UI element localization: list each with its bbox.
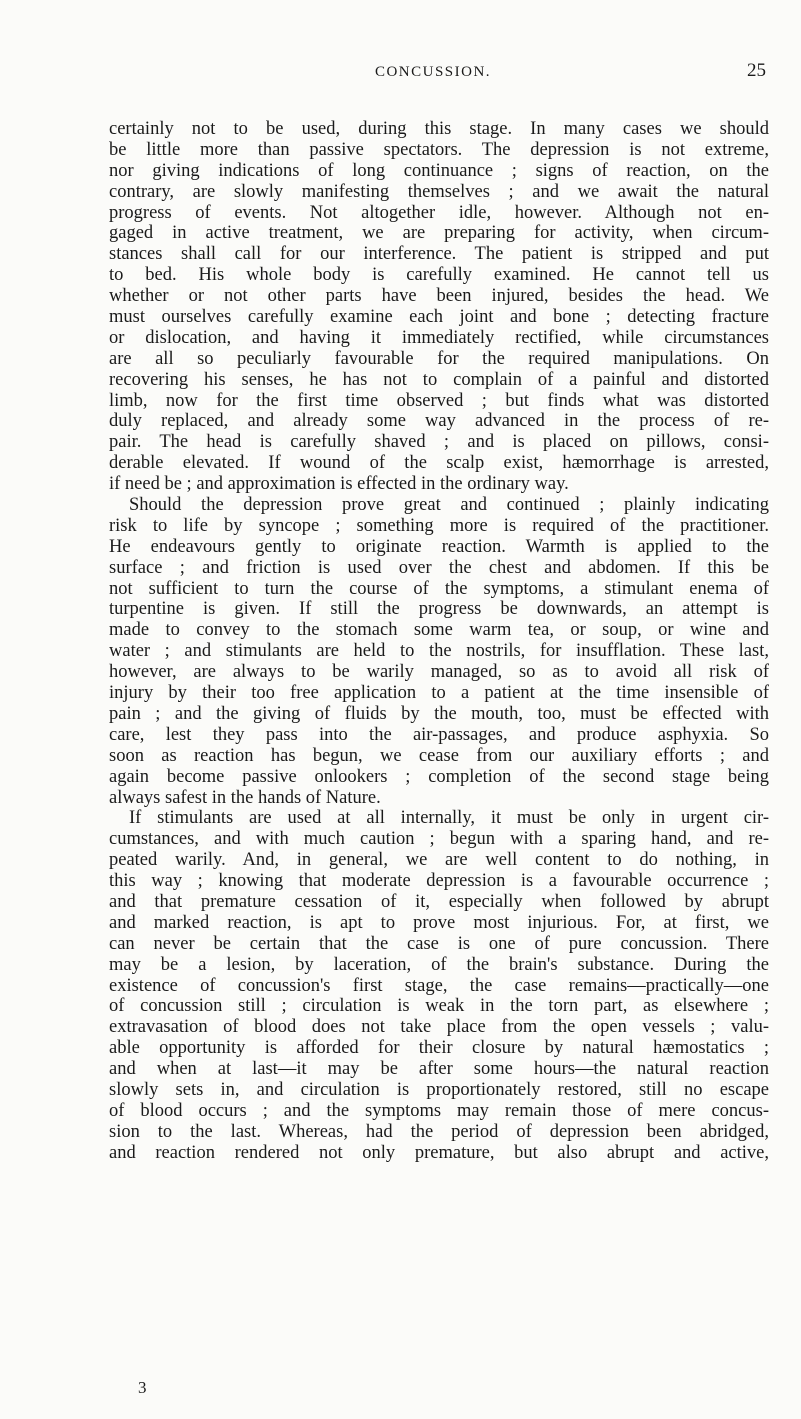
text-line: however, are always to be warily managed, so as to avoid all risk of (109, 662, 769, 683)
text-line: risk to life by syncope ; something more is required of the practitioner. (109, 515, 769, 536)
text-line: or dislocation, and having it immediately rectified, while circumstances (109, 327, 769, 348)
text-line: stances shall call for our interference. The patient is stripped and put (109, 244, 769, 265)
text-line: peated warily. And, in general, we are well content to do nothing, in (109, 850, 769, 871)
text-line: able opportunity is afforded for their closure by natural hæmostatics ; (109, 1038, 769, 1059)
text-line: sion to the last. Whereas, had the period of depression been abridged, (109, 1121, 769, 1142)
text-line: cumstances, and with much caution ; begun with a sparing hand, and re- (109, 829, 769, 850)
text-line: of blood occurs ; and the symptoms may remain those of mere concus- (109, 1100, 769, 1121)
text-line: injury by their too free application to a patient at the time insensible of (109, 683, 769, 704)
text-line: always safest in the hands of Nature. (109, 787, 381, 808)
text-line: duly replaced, and already some way advanced in the process of re- (109, 411, 769, 432)
text-line: pair. The head is carefully shaved ; and is placed on pillows, consi- (109, 432, 769, 453)
text-line: recovering his senses, he has not to complain of a painful and distorted (109, 369, 769, 390)
text-line: and reaction rendered not only premature, but also abrupt and active, (109, 1142, 769, 1163)
text-line: must ourselves carefully examine each joint and bone ; detecting fracture (109, 307, 769, 328)
text-line: not sufficient to turn the course of the symptoms, a stimulant enema of (109, 578, 769, 599)
text-line: and when at last—it may be after some hours—the natural reaction (109, 1059, 769, 1080)
running-head (100, 60, 766, 84)
running-title: CONCUSSION. (374, 64, 492, 80)
text-line: pain ; and the giving of fluids by the mouth, too, must be effected with (109, 703, 769, 724)
text-line: and that premature cessation of it, especially when followed by abrupt (109, 891, 769, 912)
body-text (109, 119, 769, 1164)
text-line: care, lest they pass into the air-passages, and produce asphyxia. So (109, 724, 769, 745)
text-line: He endeavours gently to originate reaction. Warmth is applied to the (109, 536, 769, 557)
text-line: If stimulants are used at all internally, it must be only in urgent cir- (129, 808, 769, 829)
text-line: to bed. His whole body is carefully examined. He cannot tell us (109, 265, 769, 286)
text-line: Should the depression prove great and continued ; plainly indicating (129, 495, 769, 516)
text-line: made to convey to the stomach some warm tea, or soup, or wine and (109, 620, 769, 641)
text-line: certainly not to be used, during this stage. In many cases we should (109, 119, 769, 139)
text-line: slowly sets in, and circulation is proportionately restored, still no escape (109, 1079, 769, 1100)
text-line: soon as reaction has begun, we cease from our auxiliary efforts ; and (109, 745, 769, 766)
text-line: if need be ; and approximation is effected in the ordinary way. (109, 474, 569, 495)
text-line: turpentine is given. If still the progress be downwards, an attempt is (109, 599, 769, 620)
text-line: progress of events. Not altogether idle, however. Although not en- (109, 202, 769, 223)
text-line: nor giving indications of long continuance ; signs of reaction, on the (109, 160, 769, 181)
text-line: derable elevated. If wound of the scalp exist, hæmorrhage is arrested, (109, 453, 769, 474)
text-line: surface ; and friction is used over the chest and abdomen. If this be (109, 557, 769, 578)
text-line: and marked reaction, is apt to prove most injurious. For, at first, we (109, 912, 769, 933)
text-line: this way ; knowing that moderate depression is a favourable occurrence ; (109, 871, 769, 892)
page-number: 25 (747, 60, 766, 81)
text-line: contrary, are slowly manifesting themselves ; and we await the natural (109, 181, 769, 202)
text-line: can never be certain that the case is one of pure concussion. There (109, 933, 769, 954)
text-line: be little more than passive spectators. The depression is not extreme, (109, 139, 769, 160)
text-line: may be a lesion, by laceration, of the brain's substance. During the (109, 954, 769, 975)
text-line: existence of concussion's first stage, the case remains—practically—one (109, 975, 769, 996)
text-line: gaged in active treatment, we are preparing for activity, when circum- (109, 223, 769, 244)
signature-mark: 3 (138, 1378, 147, 1397)
text-line: again become passive onlookers ; completion of the second stage being (109, 766, 769, 787)
text-line: extravasation of blood does not take place from the open vessels ; valu- (109, 1017, 769, 1038)
text-line: whether or not other parts have been injured, besides the head. We (109, 286, 769, 307)
text-line: water ; and stimulants are held to the nostrils, for insufflation. These last, (109, 641, 769, 662)
text-line: limb, now for the first time observed ; but finds what was distorted (109, 390, 769, 411)
text-line: are all so peculiarly favourable for the required manipulations. On (109, 348, 769, 369)
text-line: of concussion still ; circulation is weak in the torn part, as elsewhere ; (109, 996, 769, 1017)
